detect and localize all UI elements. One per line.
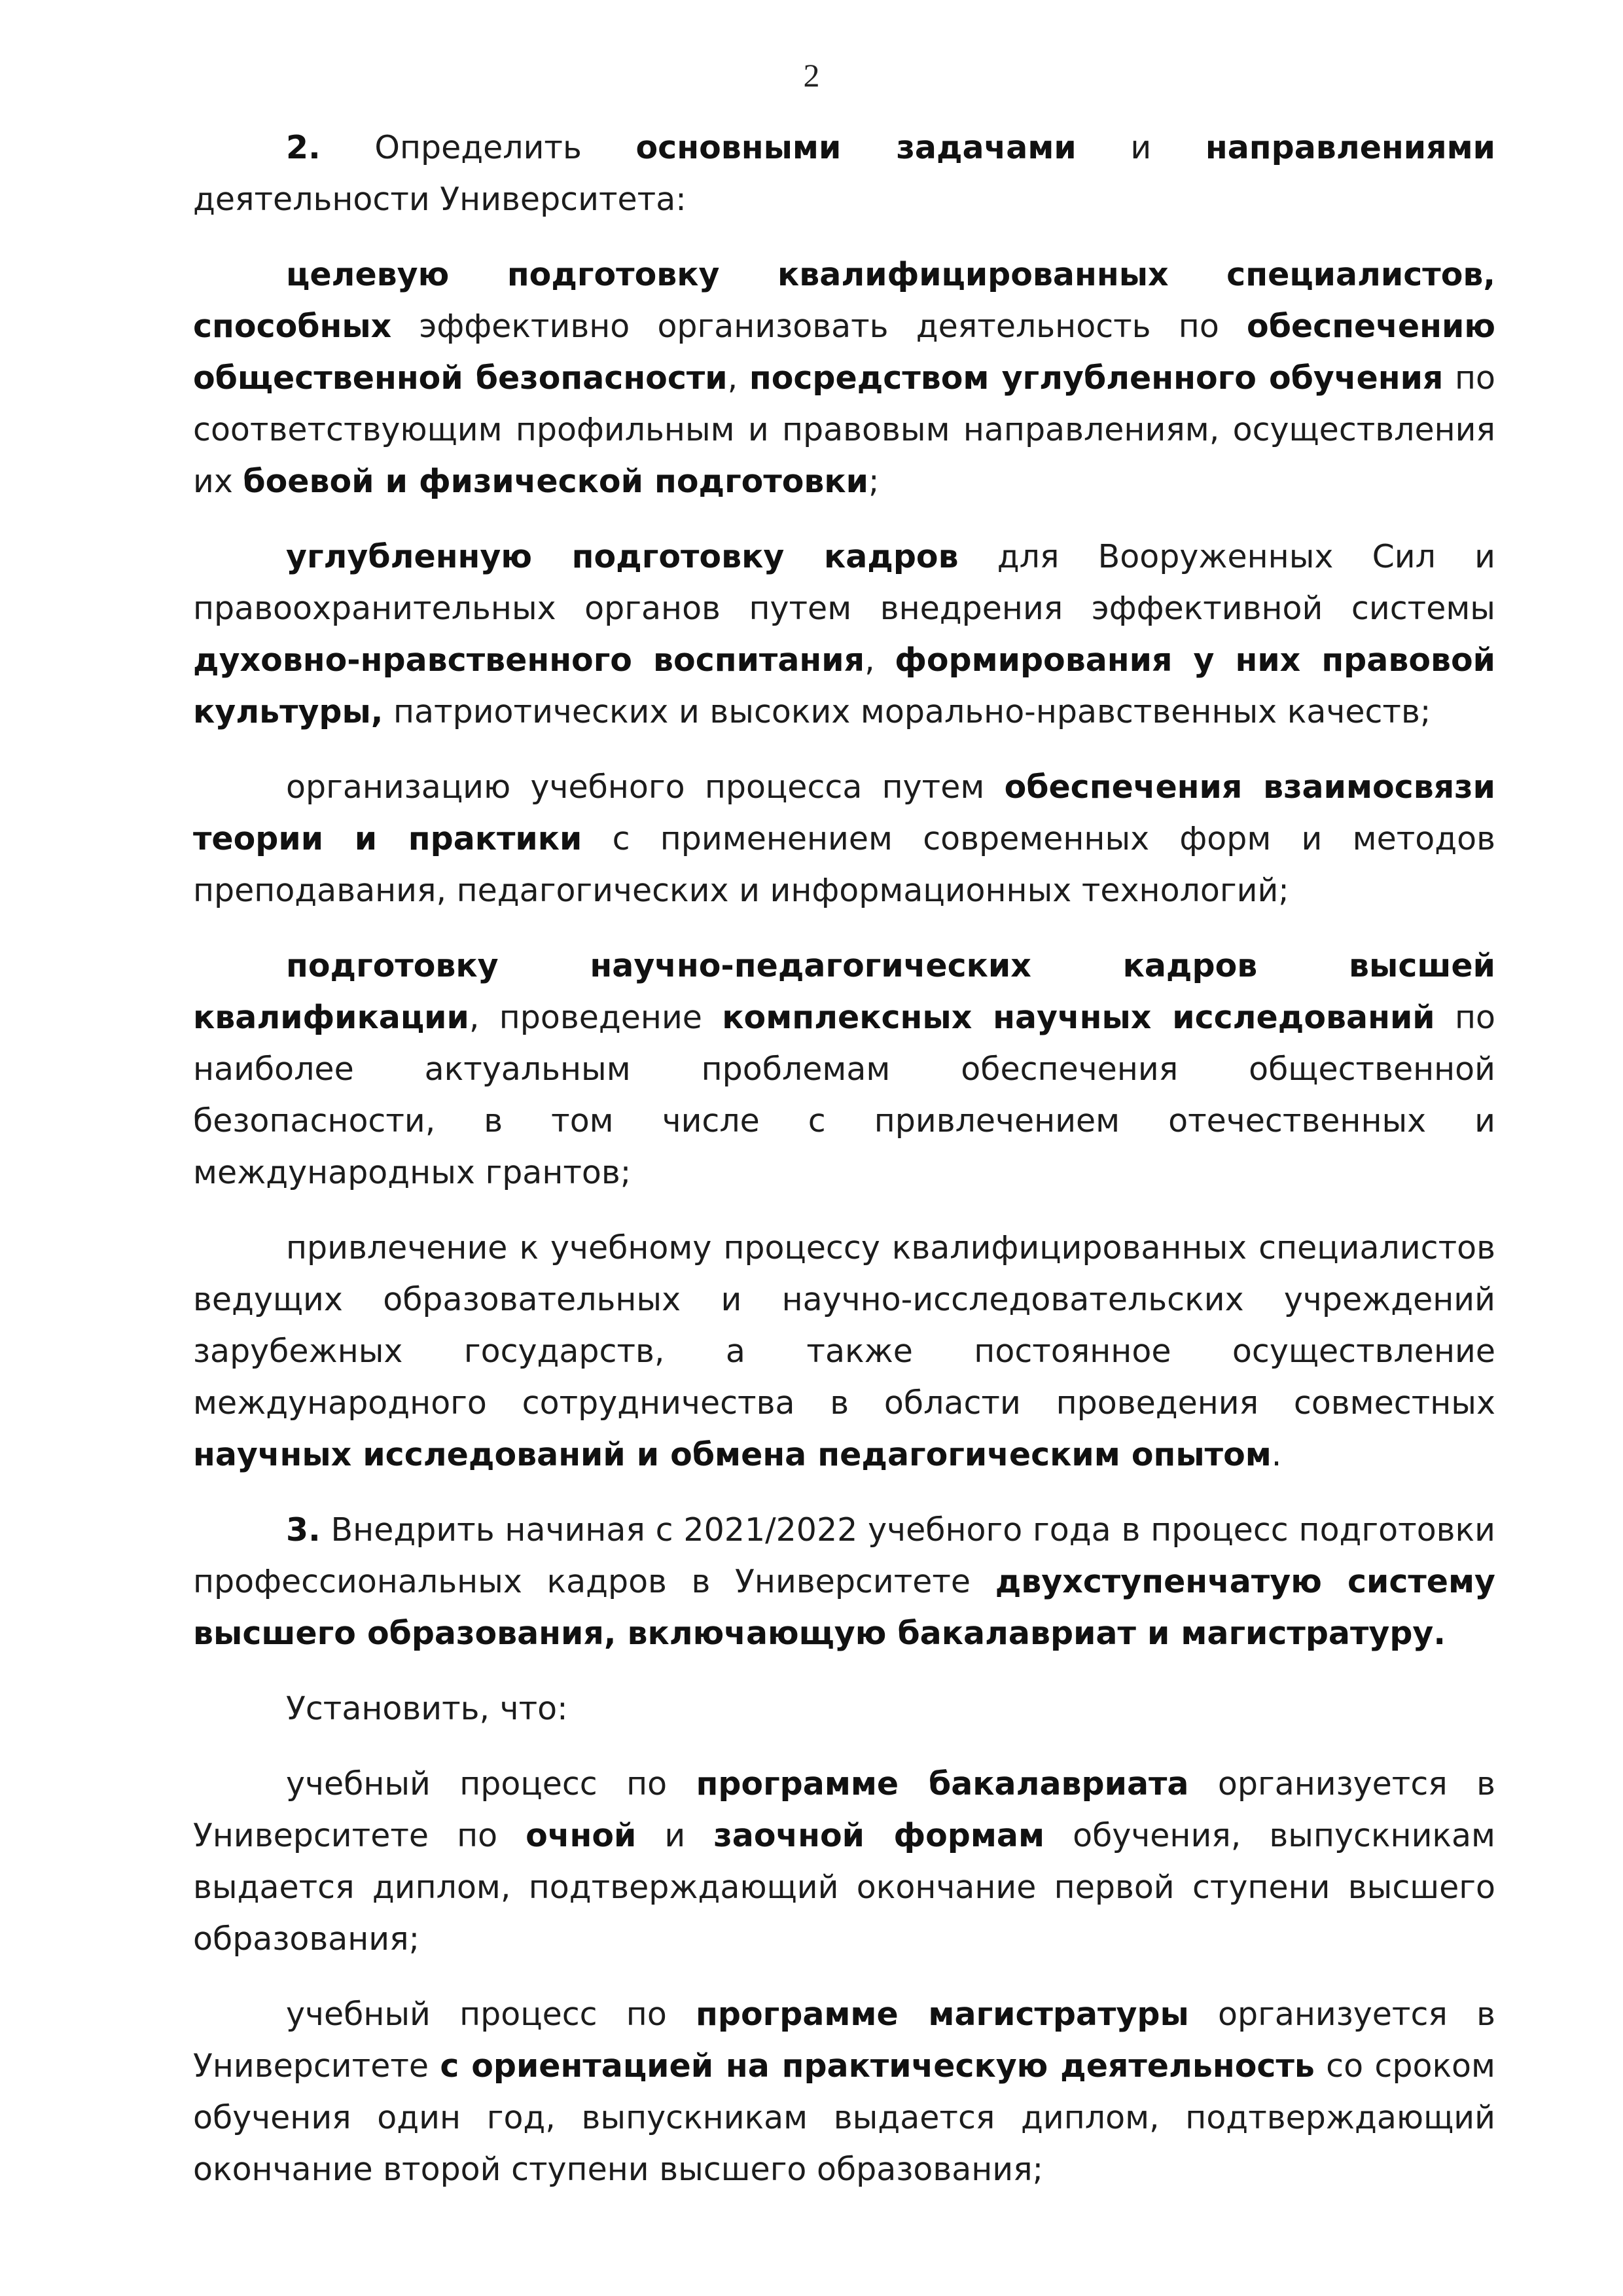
bold-text: программе бакалавриата [696, 1765, 1189, 1803]
text-run: Определить [320, 129, 636, 166]
text-run: эффективно организовать деятельность по [391, 308, 1247, 345]
paragraph [193, 249, 1495, 507]
paragraph [193, 940, 1495, 1198]
bold-text: с ориентацией на практическую деятельность [440, 2047, 1315, 2085]
page-number: 2 [803, 57, 820, 94]
bold-text: посредством углубленного обучения [749, 359, 1444, 397]
bold-text: углубленную подготовку кадров [286, 538, 959, 575]
text-run: для Вооруженных Сил и правоохранительных органов путем внедрения эффективной системы [193, 538, 1495, 627]
text-run: организуется в Университете по [193, 1765, 1496, 1854]
paragraph [193, 1683, 1495, 1734]
text-run: ; [868, 463, 880, 500]
text-run: по соответствующим профильным и правовым направлениям, осуществления их [193, 359, 1496, 500]
text-run: по наиболее актуальным проблемам обеспечения общественной безопасности, в том числе с привлечением отечественных и международных грантов; [193, 999, 1495, 1191]
paragraph [193, 1222, 1495, 1480]
text-run: Внедрить начиная с 2021/2022 учебного года в процесс подготовки профессиональных кадров в Университете [193, 1511, 1495, 1600]
text-run: со сроком обучения один год, выпускникам выдается диплом, подтверждающий окончание второй ступени высшего образования; [193, 2047, 1495, 2188]
text-run: патриотических и высоких морально-нравственных качеств; [383, 693, 1431, 730]
text-run: и [1076, 129, 1205, 166]
text-run: учебный процесс по [286, 1765, 696, 1803]
bold-text: программе магистратуры [696, 1996, 1189, 2033]
bold-text: комплексных научных исследований [722, 999, 1435, 1036]
bold-text: заочной формам [713, 1817, 1045, 1854]
text-run: , [727, 359, 749, 397]
bold-text: обеспечения взаимосвязи теории и практики [193, 768, 1495, 857]
bold-text: основными задачами [635, 129, 1077, 166]
text-run: с применением современных форм и методов преподавания, педагогических и информационных технологий; [193, 820, 1495, 909]
text-run: . [1271, 1436, 1282, 1473]
text-run: , проведение [469, 999, 722, 1036]
bold-text: целевую подготовку квалифицированных специалистов, способных [193, 256, 1495, 345]
text-run: Установить, что: [286, 1690, 568, 1727]
paragraph [193, 531, 1495, 738]
text-run: привлечение к учебному процессу квалифицированных специалистов ведущих образовательных и научно-исследовательских учреждений зарубежных государств, а также постоянное осуществление международного сотрудничества в области проведения совместных [193, 1229, 1495, 1422]
text-run: организуется в Университете [193, 1996, 1495, 2085]
text-run: учебный процесс по [286, 1996, 696, 2033]
paragraph [193, 1988, 1495, 2195]
text-run: организацию учебного процесса путем [286, 768, 1005, 806]
bold-text: очной [526, 1817, 637, 1854]
bold-text: 2. [286, 129, 321, 166]
text-run: деятельности Университета: [193, 181, 687, 218]
bold-text: обеспечению общественной безопасности [193, 308, 1495, 397]
paragraph [193, 122, 1495, 225]
bold-text: 3. [286, 1511, 321, 1549]
document-body [193, 122, 1495, 2195]
paragraph [193, 1758, 1495, 1965]
text-run: и [636, 1817, 714, 1854]
bold-text: двухступенчатую систему высшего образования, включающую бакалавриат и магистратуру. [193, 1563, 1495, 1652]
paragraph [193, 1504, 1495, 1659]
bold-text: направлениями [1205, 129, 1495, 166]
bold-text: формирования у них правовой культуры, [193, 641, 1495, 730]
bold-text: подготовку научно-педагогических кадров высшей квалификации [193, 947, 1495, 1036]
bold-text: духовно-нравственного воспитания [193, 641, 865, 679]
text-run: , [865, 641, 895, 679]
bold-text: научных исследований и обмена педагогическим опытом [193, 1436, 1272, 1473]
text-run: обучения, выпускникам выдается диплом, подтверждающий окончание первой ступени высшего образования; [193, 1817, 1496, 1958]
paragraph [193, 761, 1495, 916]
bold-text: боевой и физической подготовки [243, 463, 868, 500]
